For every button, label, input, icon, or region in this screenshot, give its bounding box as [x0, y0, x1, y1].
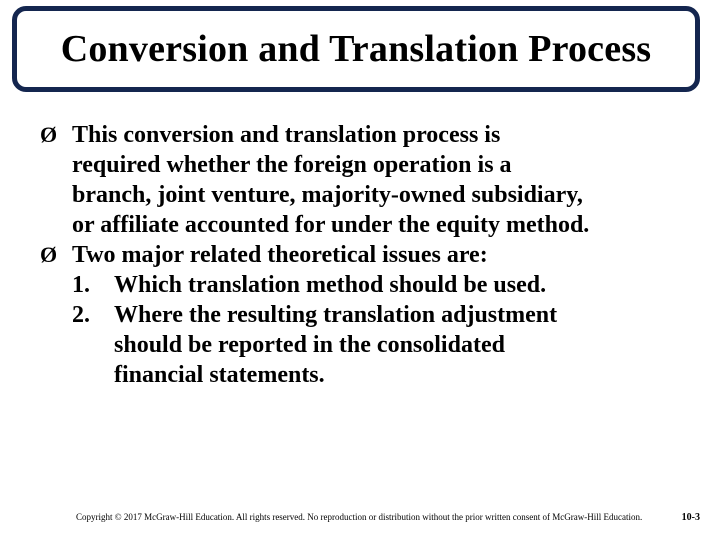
bullet-text: [72, 120, 700, 240]
text-line: Where the resulting translation adjustment: [114, 302, 558, 328]
text-line: financial statements.: [114, 362, 325, 388]
number-marker: 2.: [72, 302, 90, 328]
numbered-item: [72, 300, 700, 390]
text-line: Which translation method should be used.: [114, 272, 547, 298]
bullet-item: [40, 240, 700, 270]
slide-title: Conversion and Translation Process: [60, 28, 652, 70]
text-line: This conversion and translation process is: [72, 122, 501, 148]
copyright-footer: Copyright © 2017 McGraw-Hill Education. All rights reserved. No reproduction or distribution without the prior written consent of McGraw-Hill Education.: [76, 512, 643, 522]
slide-content: [40, 120, 700, 390]
text-line: or affiliate accounted for under the equity method.: [72, 212, 590, 238]
page-number: 10-3: [681, 512, 700, 523]
number-marker: 1.: [72, 272, 90, 298]
right-arrowhead-icon: Ø: [40, 122, 58, 147]
text-line: Two major related theoretical issues are:: [72, 242, 488, 268]
text-line: required whether the foreign operation is a: [72, 152, 512, 178]
text-line: should be reported in the consolidated: [114, 332, 505, 358]
bullet-text: [72, 240, 700, 270]
numbered-text: [114, 270, 700, 300]
right-arrowhead-icon: Ø: [40, 242, 58, 267]
numbered-item: [72, 270, 700, 300]
numbered-list: [72, 270, 700, 390]
text-line: branch, joint venture, majority-owned subsidiary,: [72, 182, 583, 208]
title-box: [12, 6, 700, 92]
numbered-text: [114, 300, 700, 390]
bullet-item: [40, 120, 700, 240]
